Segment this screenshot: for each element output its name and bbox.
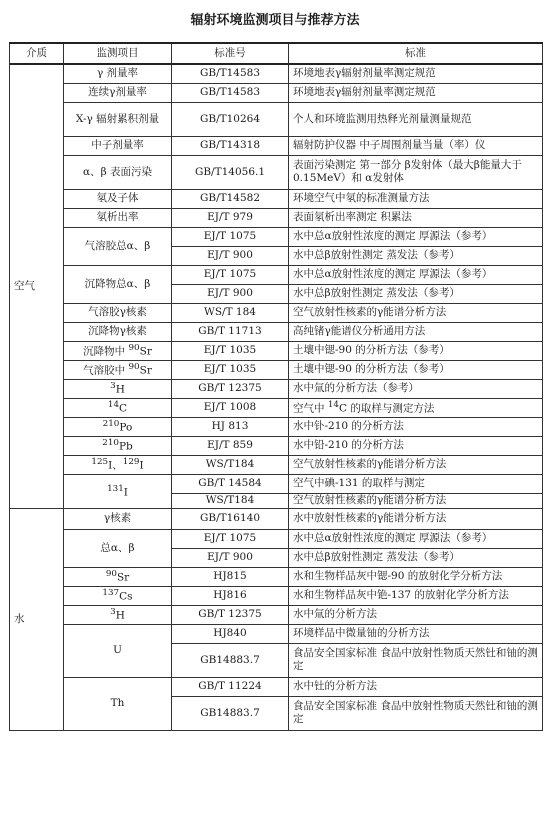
cell-standard: 环境地表γ辐射剂量率测定规范 xyxy=(289,64,543,83)
table-row xyxy=(10,508,543,529)
cell-code: GB/T 12375 xyxy=(172,605,289,624)
cell-standard: 表面污染测定 第一部分 β发射体（最大β能量大于 0.15MeV）和 α发射体 xyxy=(289,155,543,189)
cell-standard: 土壤中锶-90 的分析方法（参考） xyxy=(289,341,543,360)
cell-item: $^{90}$Sr xyxy=(64,567,172,586)
cell-standard: 环境空气中氡的标准测量方法 xyxy=(289,189,543,208)
cell-standard: 水中总β放射性测定 蒸发法（参考） xyxy=(289,246,543,265)
table-row xyxy=(10,208,543,227)
cell-code: GB/T 14584 xyxy=(172,474,289,493)
cell-item: 氡及子体 xyxy=(64,189,172,208)
cell-code: EJ/T 1075 xyxy=(172,227,289,246)
table-row xyxy=(10,529,543,548)
cell-item: 气溶胶γ核素 xyxy=(64,303,172,322)
cell-standard: 水中氚的分析方法 xyxy=(289,605,543,624)
page-title: 辐射环境监测项目与推荐方法 xyxy=(190,13,360,28)
cell-standard: 表面氡析出率测定 积累法 xyxy=(289,208,543,227)
cell-code: EJ/T 1075 xyxy=(172,529,289,548)
cell-standard: 高纯锗γ能谱仪分析通用方法 xyxy=(289,322,543,341)
cell-item: U xyxy=(64,624,172,677)
table-row xyxy=(10,455,543,474)
table-body xyxy=(10,64,543,730)
cell-standard: 水和生物样品灰中锶-90 的放射化学分析方法 xyxy=(289,567,543,586)
table-row xyxy=(10,586,543,605)
cell-standard: 水中总α放射性浓度的测定 厚源法（参考） xyxy=(289,265,543,284)
table-row xyxy=(10,83,543,102)
cell-code: GB/T14582 xyxy=(172,189,289,208)
table-row xyxy=(10,322,543,341)
cell-standard: 水中总α放射性浓度的测定 厚源法（参考） xyxy=(289,227,543,246)
cell-code: EJ/T 1035 xyxy=(172,341,289,360)
cell-item: $^{131}$I xyxy=(64,474,172,508)
cell-standard: 空气中 $^{14}$C 的取样与测定方法 xyxy=(289,398,543,417)
cell-standard: 水和生物样品灰中铯-137 的放射化学分析方法 xyxy=(289,586,543,605)
cell-code: HJ840 xyxy=(172,624,289,643)
cell-code: EJ/T 979 xyxy=(172,208,289,227)
cell-code: GB/T14583 xyxy=(172,64,289,83)
cell-standard: 食品安全国家标准 食品中放射性物质天然钍和铀的测定 xyxy=(289,643,543,677)
cell-item: $^{210}$Pb xyxy=(64,436,172,455)
cell-item: α、β 表面污染 xyxy=(64,155,172,189)
cell-standard: 土壤中锶-90 的分析方法（参考） xyxy=(289,360,543,379)
header-standard: 标准 xyxy=(289,43,543,64)
cell-standard: 空气放射性核素的γ能谱分析方法 xyxy=(289,303,543,322)
cell-item: $^{210}$Po xyxy=(64,417,172,436)
table-row xyxy=(10,341,543,360)
table-header-row xyxy=(10,43,543,64)
table-row xyxy=(10,155,543,189)
table-row xyxy=(10,303,543,322)
cell-item: 氡析出率 xyxy=(64,208,172,227)
cell-item: γ核素 xyxy=(64,508,172,529)
cell-item: $^3$H xyxy=(64,605,172,624)
cell-item: 气溶胶中 $^{90}$Sr xyxy=(64,360,172,379)
cell-item: X-γ 辐射累积剂量 xyxy=(64,102,172,136)
table-row xyxy=(10,64,543,83)
cell-code: EJ/T 1008 xyxy=(172,398,289,417)
table-row xyxy=(10,567,543,586)
table-row xyxy=(10,474,543,493)
medium-air: 空气 xyxy=(10,64,64,508)
cell-code: EJ/T 1035 xyxy=(172,360,289,379)
cell-code: HJ815 xyxy=(172,567,289,586)
table-row xyxy=(10,624,543,643)
cell-item: $^{14}$C xyxy=(64,398,172,417)
table-row xyxy=(10,265,543,284)
cell-code: WS/T 184 xyxy=(172,303,289,322)
cell-standard: 空气放射性核素的γ能谱分析方法 xyxy=(289,455,543,474)
cell-standard: 辐射防护仪器 中子周围剂量当量（率）仪 xyxy=(289,136,543,155)
header-code: 标准号 xyxy=(172,43,289,64)
cell-standard: 水中放射性核素的γ能谱分析方法 xyxy=(289,508,543,529)
table-row xyxy=(10,436,543,455)
cell-standard: 水中钋-210 的分析方法 xyxy=(289,417,543,436)
table-row xyxy=(10,398,543,417)
medium-water: 水 xyxy=(10,508,64,730)
table-row xyxy=(10,677,543,696)
cell-code: EJ/T 859 xyxy=(172,436,289,455)
cell-item: $^3$H xyxy=(64,379,172,398)
cell-item: 连续γ剂量率 xyxy=(64,83,172,102)
cell-code: GB/T10264 xyxy=(172,102,289,136)
cell-standard: 水中氚的分析方法（参考） xyxy=(289,379,543,398)
cell-item: γ 剂量率 xyxy=(64,64,172,83)
cell-standard: 空气中碘-131 的取样与测定 xyxy=(289,474,543,493)
cell-code: GB/T 11224 xyxy=(172,677,289,696)
cell-code: WS/T184 xyxy=(172,493,289,508)
cell-standard: 水中钍的分析方法 xyxy=(289,677,543,696)
cell-item: $^{137}$Cs xyxy=(64,586,172,605)
cell-code: GB/T 11713 xyxy=(172,322,289,341)
cell-item: $^{125}$I、$^{129}$I xyxy=(64,455,172,474)
cell-code: GB/T14056.1 xyxy=(172,155,289,189)
table-row xyxy=(10,379,543,398)
cell-item: 沉降物γ核素 xyxy=(64,322,172,341)
cell-standard: 空气放射性核素的γ能谱分析方法 xyxy=(289,493,543,508)
cell-code: GB14883.7 xyxy=(172,696,289,730)
table-row xyxy=(10,605,543,624)
cell-code: EJ/T 900 xyxy=(172,284,289,303)
cell-standard: 食品安全国家标准 食品中放射性物质天然钍和铀的测定 xyxy=(289,696,543,730)
header-medium: 介质 xyxy=(10,43,64,64)
cell-code: GB/T14318 xyxy=(172,136,289,155)
cell-item: 沉降物中 $^{90}$Sr xyxy=(64,341,172,360)
cell-code: GB14883.7 xyxy=(172,643,289,677)
cell-code: GB/T14583 xyxy=(172,83,289,102)
cell-item: 沉降物总α、β xyxy=(64,265,172,303)
cell-item: 气溶胶总α、β xyxy=(64,227,172,265)
cell-code: EJ/T 900 xyxy=(172,548,289,567)
table-row xyxy=(10,360,543,379)
table-row xyxy=(10,189,543,208)
cell-code: HJ816 xyxy=(172,586,289,605)
cell-item: 总α、β xyxy=(64,529,172,567)
cell-standard: 水中总β放射性测定 蒸发法（参考） xyxy=(289,548,543,567)
cell-code: EJ/T 1075 xyxy=(172,265,289,284)
header-item: 监测项目 xyxy=(64,43,172,64)
table-row xyxy=(10,417,543,436)
cell-standard: 水中总β放射性测定 蒸发法（参考） xyxy=(289,284,543,303)
cell-code: EJ/T 900 xyxy=(172,246,289,265)
cell-standard: 环境地表γ辐射剂量率测定规范 xyxy=(289,83,543,102)
cell-code: WS/T184 xyxy=(172,455,289,474)
table-row xyxy=(10,227,543,246)
cell-standard: 环境样品中微量铀的分析方法 xyxy=(289,624,543,643)
cell-item: 中子剂量率 xyxy=(64,136,172,155)
cell-item: Th xyxy=(64,677,172,730)
table-row xyxy=(10,136,543,155)
cell-standard: 水中总α放射性浓度的测定 厚源法（参考） xyxy=(289,529,543,548)
cell-code: GB/T 12375 xyxy=(172,379,289,398)
cell-code: GB/T16140 xyxy=(172,508,289,529)
cell-code: HJ 813 xyxy=(172,417,289,436)
cell-standard: 水中铅-210 的分析方法 xyxy=(289,436,543,455)
cell-standard: 个人和环境监测用热释光剂量测量规范 xyxy=(289,102,543,136)
monitoring-table xyxy=(9,42,543,731)
table-row xyxy=(10,102,543,136)
